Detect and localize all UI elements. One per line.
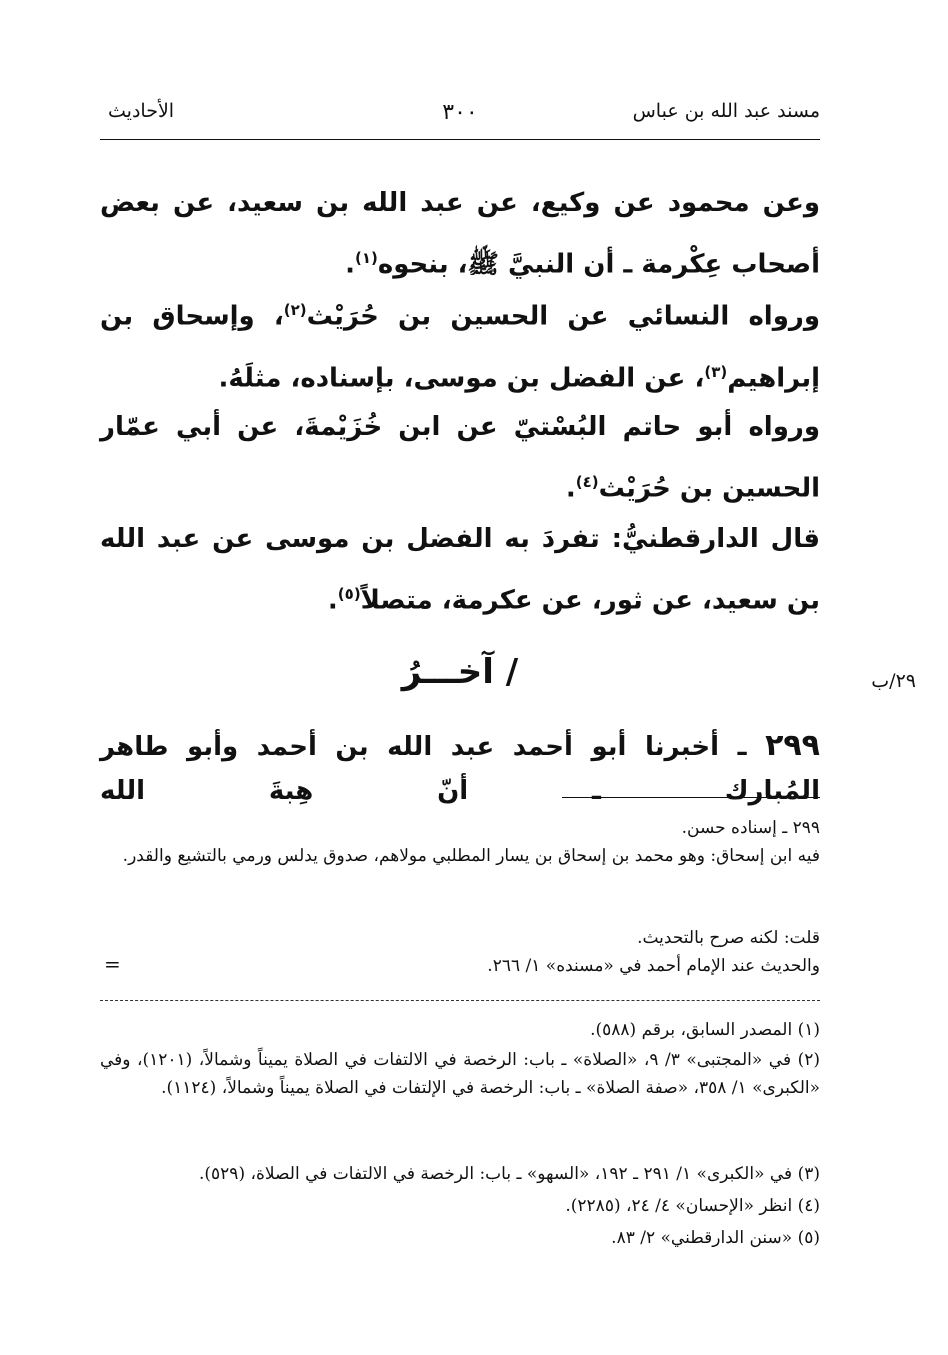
editor-note-narrator: فيه ابن إسحاق: وهو محمد بن إسحاق بن يسار المطلبي مولاهم، صدوق يدلس ورمي بالتشيع والقدر.: [122, 846, 820, 866]
footnote-2: (٢) في «المجتبى» ٣/ ٩، «الصلاة» ـ باب: الرخصة في الالتفات في الصلاة يميناً وشمالاً، (١٢٠١)، وفي «الكبرى» ١/ ٣٥٨، «صفة الصلاة» ـ باب: الرخصة في الإلتفات في الصلاة يميناً وشمالاً، (١١٢٤).: [100, 1050, 820, 1098]
footnote-4: (٤) انظر «الإحسان» ٤/ ٢٤، (٢٢٨٥).: [565, 1196, 820, 1216]
editor-note-grade: ٢٩٩ ـ إسناده حسن.: [681, 818, 820, 838]
editor-note-comment: قلت: لكنه صرح بالتحديث.: [637, 928, 820, 948]
paragraph-3: ورواه أبو حاتم البُسْتيّ عن ابن خُزَيْمةَ، عن أبي عمّار الحسين بن حُرَيْث$^{(٤)}$.: [100, 412, 820, 504]
editor-note-reference: والحديث عند الإمام أحمد في «مسنده» ١/ ٢٦٦.: [487, 956, 820, 976]
hadith-text: ـ أخبرنا أبو أحمد عبد الله بن أحمد وأبو طاهر المُبارك ـ أنّ هِبةَ الله: [100, 732, 820, 806]
paragraph-1-text: وعن محمود عن وكيع، عن عبد الله بن سعيد، عن بعض أصحاب عِكْرمة ـ أن النبيَّ ﷺ، بنحوه: [100, 188, 820, 280]
footnotes-divider: [100, 1000, 820, 1001]
footnote-ref-5: (٥): [337, 585, 361, 603]
footnote-1: (١) المصدر السابق، برقم (٥٨٨).: [590, 1020, 820, 1040]
manuscript-folio-note: ٢٩/ب: [871, 670, 916, 692]
footnote-5: (٥) «سنن الدارقطني» ٢/ ٨٣.: [611, 1228, 820, 1248]
paragraph-2-text-c: ، عن الفضل بن موسى، بإسناده، مثلَهُ.: [218, 363, 705, 394]
paragraph-2-text-a: ورواه النسائي عن الحسين بن حُرَيْث: [306, 301, 820, 332]
hadith-number: ٢٩٩: [765, 728, 820, 763]
footnote-ref-3: (٣): [704, 362, 728, 381]
paragraph-1: وعن محمود عن وكيع، عن عبد الله بن سعيد، عن بعض أصحاب عِكْرمة ـ أن النبيَّ ﷺ، بنحوه$^{(١)}$.: [100, 188, 820, 280]
footnote-ref-1: (١): [354, 249, 378, 267]
header-book-title: مسند عبد الله بن عباس: [632, 100, 820, 122]
footnote-3: (٣) في «الكبرى» ١/ ٢٩١ ـ ١٩٢، «السهو» ـ باب: الرخصة في الالتفات في الصلاة، (٥٢٩).: [199, 1164, 820, 1184]
footnote-ref-4: (٤): [575, 473, 599, 491]
paragraph-4-text: قال الدارقطنيُّ: تفردَ به الفضل بن موسى عن عبد الله بن سعيد، عن ثور، عن عكرمة، متصلاً: [100, 524, 820, 616]
paragraph-2: [100, 283, 820, 406]
paragraph-4: قال الدارقطنيُّ: تفردَ به الفضل بن موسى عن عبد الله بن سعيد، عن ثور، عن عكرمة، متصلاً$^{(٥)}$.: [100, 524, 820, 616]
notes-rule: [562, 797, 820, 798]
header-section-title: الأحاديث: [108, 100, 175, 122]
section-heading: / آخـــرُ: [401, 652, 519, 692]
continuation-mark: =: [104, 952, 121, 976]
running-header: [100, 100, 820, 140]
paragraph-2-text-b: ، وإسحاق بن إبراهيم: [100, 301, 820, 394]
header-rule: [100, 139, 820, 140]
footnote-ref-2: (٢): [283, 301, 307, 319]
paragraph-3-text: ورواه أبو حاتم البُسْتيّ عن ابن خُزَيْمةَ، عن أبي عمّار الحسين بن حُرَيْث: [100, 412, 820, 504]
page-number: ٣٠٠: [442, 100, 478, 125]
hadith-opening: [100, 724, 820, 813]
